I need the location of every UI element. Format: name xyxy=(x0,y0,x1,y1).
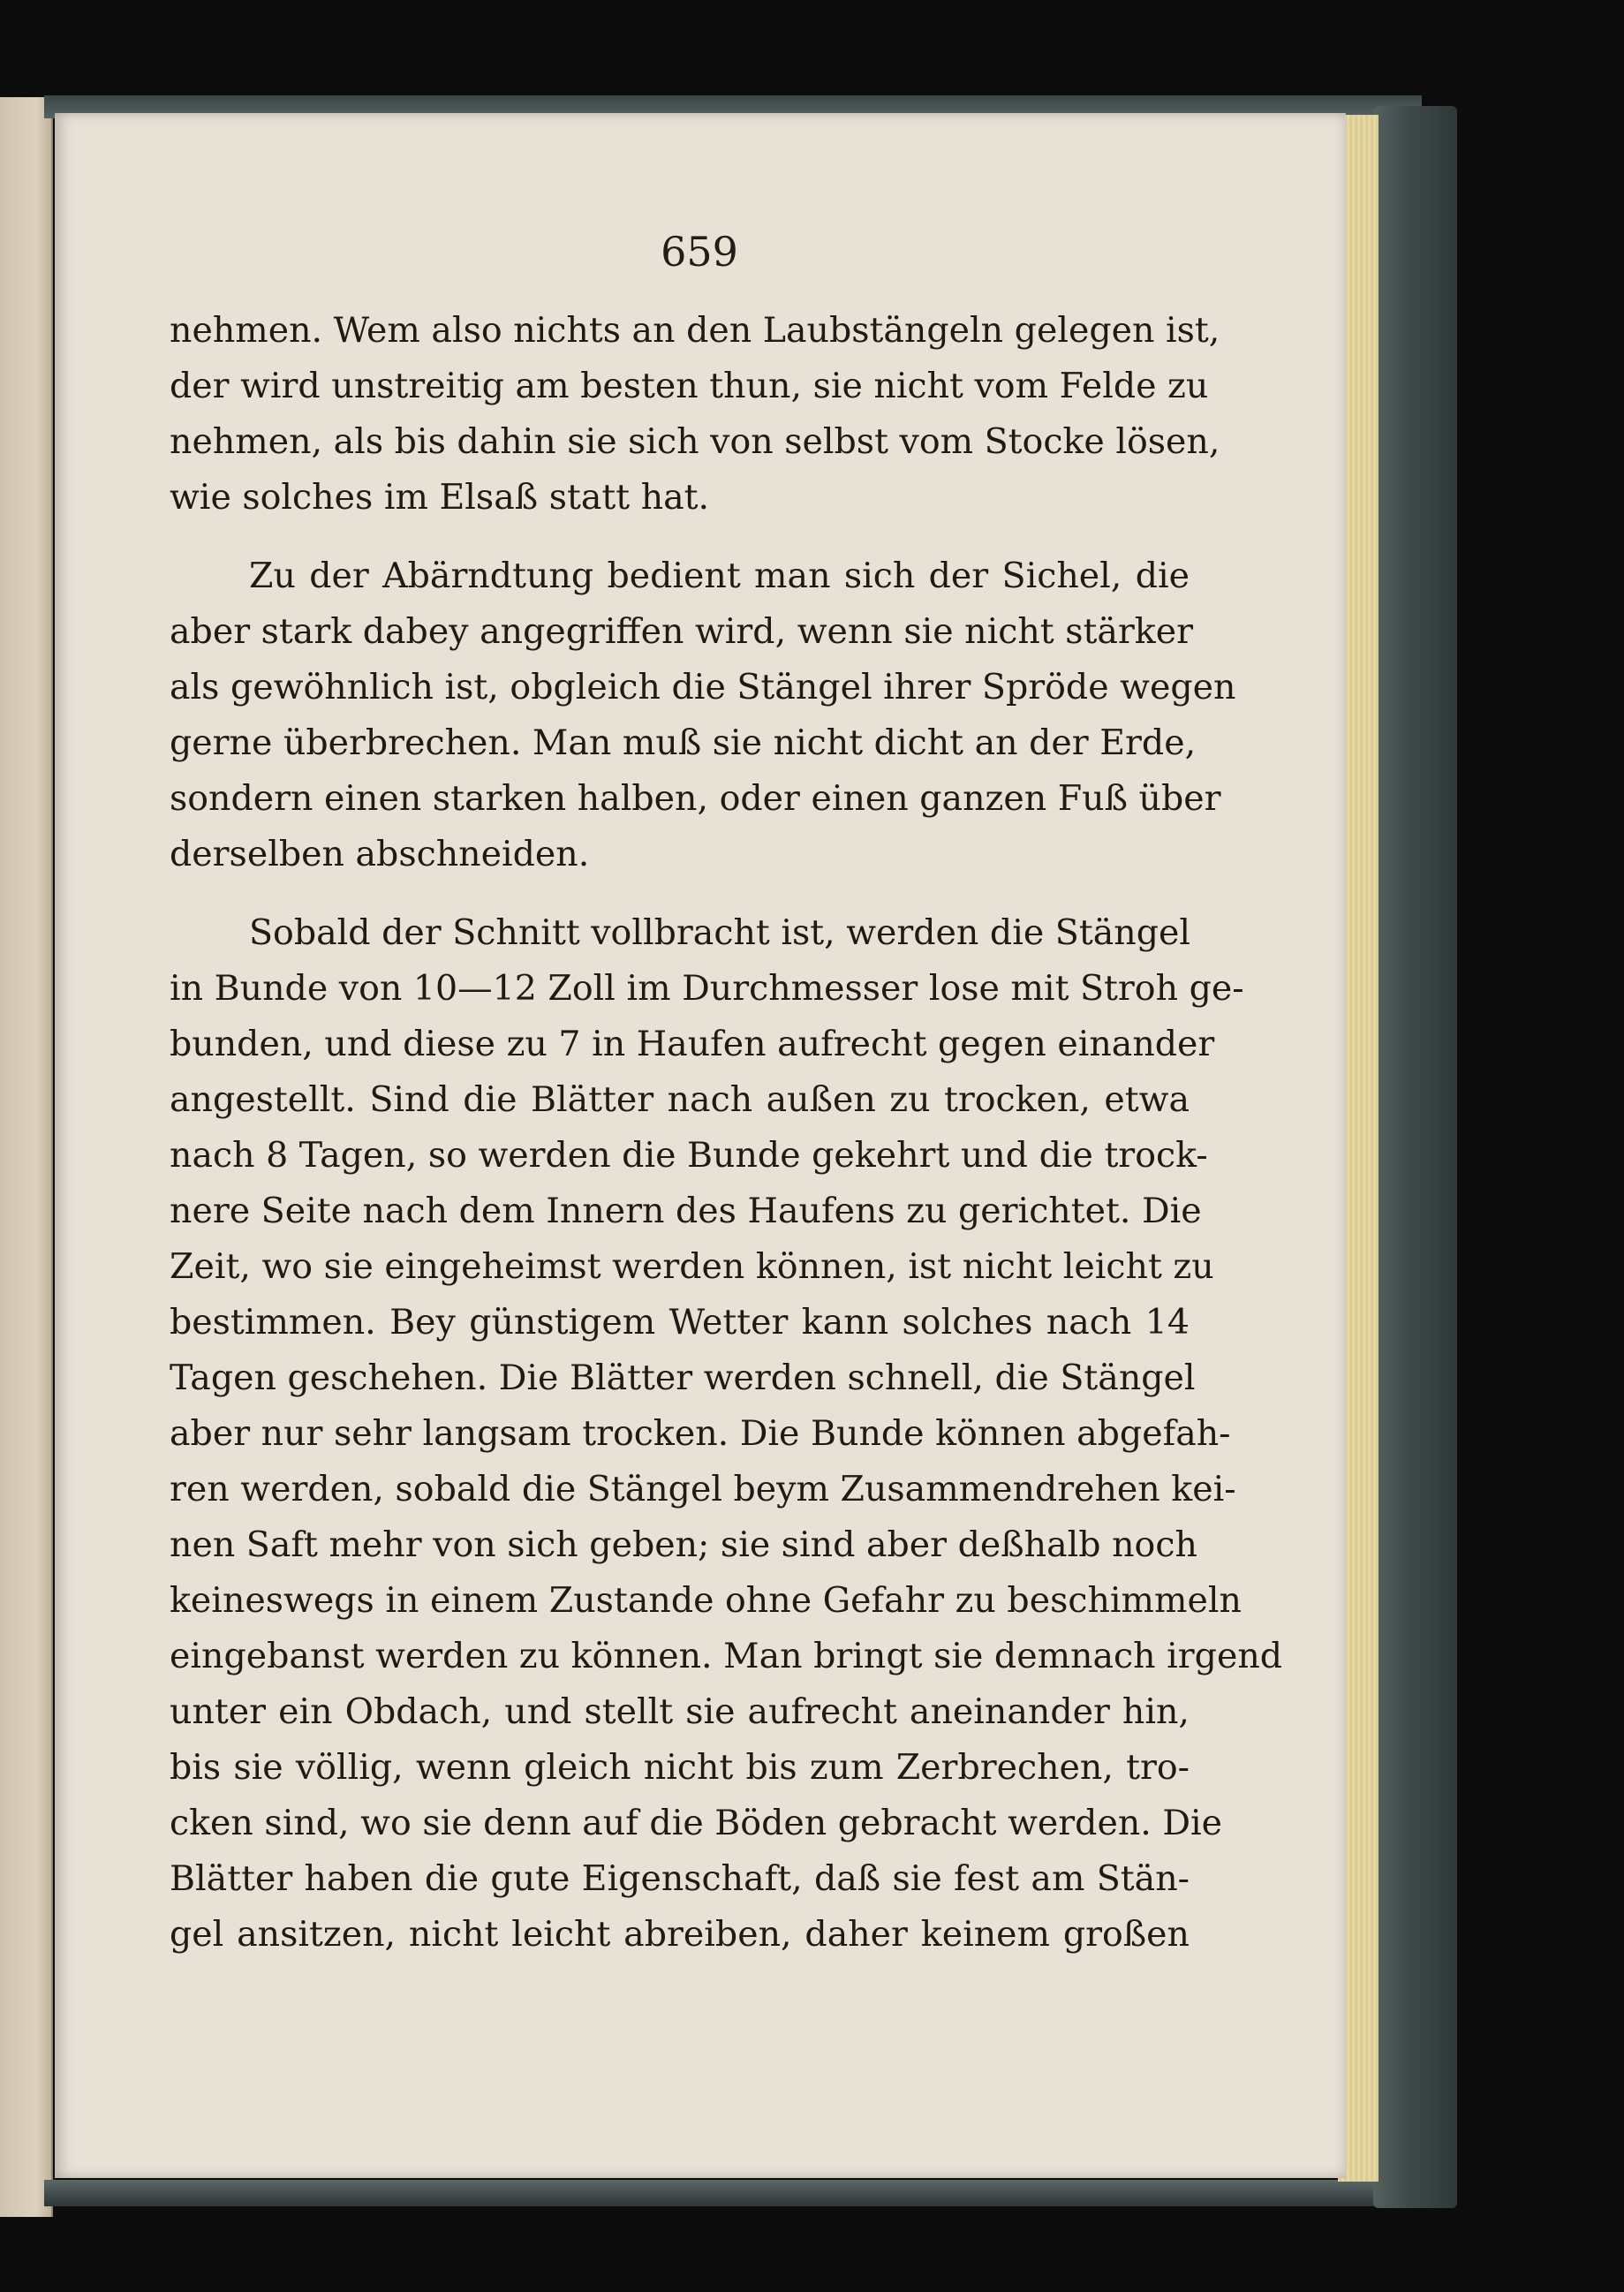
text-line: Sobald der Schnitt vollbracht ist, werden die Stängel xyxy=(249,912,1190,953)
text-line: gerne überbrechen. Man muß sie nicht dicht an der Erde, xyxy=(170,722,1197,763)
text-line: nehmen, als bis dahin sie sich von selbst vom Stocke lösen, xyxy=(170,421,1220,462)
text-line: nehmen. Wem also nichts an den Laubstängeln gelegen ist, xyxy=(170,310,1220,351)
text-line: gel ansitzen, nicht leicht abreiben, daher keinem großen xyxy=(170,1914,1190,1955)
text-line: der wird unstreitig am besten thun, sie nicht vom Felde zu xyxy=(170,366,1209,406)
left-facing-page-edge xyxy=(0,97,53,2217)
paragraph-3 xyxy=(170,905,1283,1963)
text-line: derselben abschneiden. xyxy=(170,834,590,874)
body-text xyxy=(170,303,1283,1963)
text-line: als gewöhnlich ist, obgleich die Stängel ihrer Spröde wegen xyxy=(170,667,1236,707)
text-line: nen Saft mehr von sich geben; sie sind aber deßhalb noch xyxy=(170,1524,1197,1565)
text-line: wie solches im Elsaß statt hat. xyxy=(170,477,710,518)
text-line: nach 8 Tagen, so werden die Bunde gekehrt und die trock- xyxy=(170,1135,1208,1176)
text-line: bestimmen. Bey günstigem Wetter kann solches nach 14 xyxy=(170,1302,1190,1343)
text-line: nere Seite nach dem Innern des Haufens zu gerichtet. Die xyxy=(170,1191,1202,1231)
text-line: cken sind, wo sie denn auf die Böden gebracht werden. Die xyxy=(170,1803,1223,1843)
text-line: unter ein Obdach, und stellt sie aufrecht aneinander hin, xyxy=(170,1691,1190,1732)
text-line: Zeit, wo sie eingeheimst werden können, ist nicht leicht zu xyxy=(170,1246,1214,1287)
text-line: keineswegs in einem Zustande ohne Gefahr zu beschimmeln xyxy=(170,1580,1242,1621)
text-line: in Bunde von 10—12 Zoll im Durchmesser lose mit Stroh ge- xyxy=(170,968,1244,1009)
text-line: Zu der Abärndtung bedient man sich der Sichel, die xyxy=(249,556,1190,596)
text-line: sondern einen starken halben, oder einen ganzen Fuß über xyxy=(170,778,1221,819)
paragraph-2 xyxy=(170,548,1236,882)
cover-board-right xyxy=(1373,106,1457,2208)
text-line: bis sie völlig, wenn gleich nicht bis zum Zerbrechen, tro- xyxy=(170,1747,1190,1788)
page-number: 659 xyxy=(661,228,738,276)
text-line: angestellt. Sind die Blätter nach außen zu trocken, etwa xyxy=(170,1079,1190,1120)
text-line: bunden, und diese zu 7 in Haufen aufrecht gegen einander xyxy=(170,1024,1215,1064)
text-line: aber nur sehr langsam trocken. Die Bunde können abgefah- xyxy=(170,1413,1231,1454)
text-line: Tagen geschehen. Die Blätter werden schnell, die Stängel xyxy=(170,1358,1196,1398)
paragraph-1 xyxy=(170,303,1220,526)
text-line: eingebanst werden zu können. Man bringt sie demnach irgend xyxy=(170,1636,1283,1676)
text-line: Blätter haben die gute Eigenschaft, daß sie fest am Stän- xyxy=(170,1858,1190,1899)
text-line: aber stark dabey angegriffen wird, wenn sie nicht stärker xyxy=(170,611,1193,652)
book-page xyxy=(55,113,1346,2178)
text-line: ren werden, sobald die Stängel beym Zusammendrehen kei- xyxy=(170,1469,1236,1509)
cover-board-bottom xyxy=(44,2180,1422,2206)
